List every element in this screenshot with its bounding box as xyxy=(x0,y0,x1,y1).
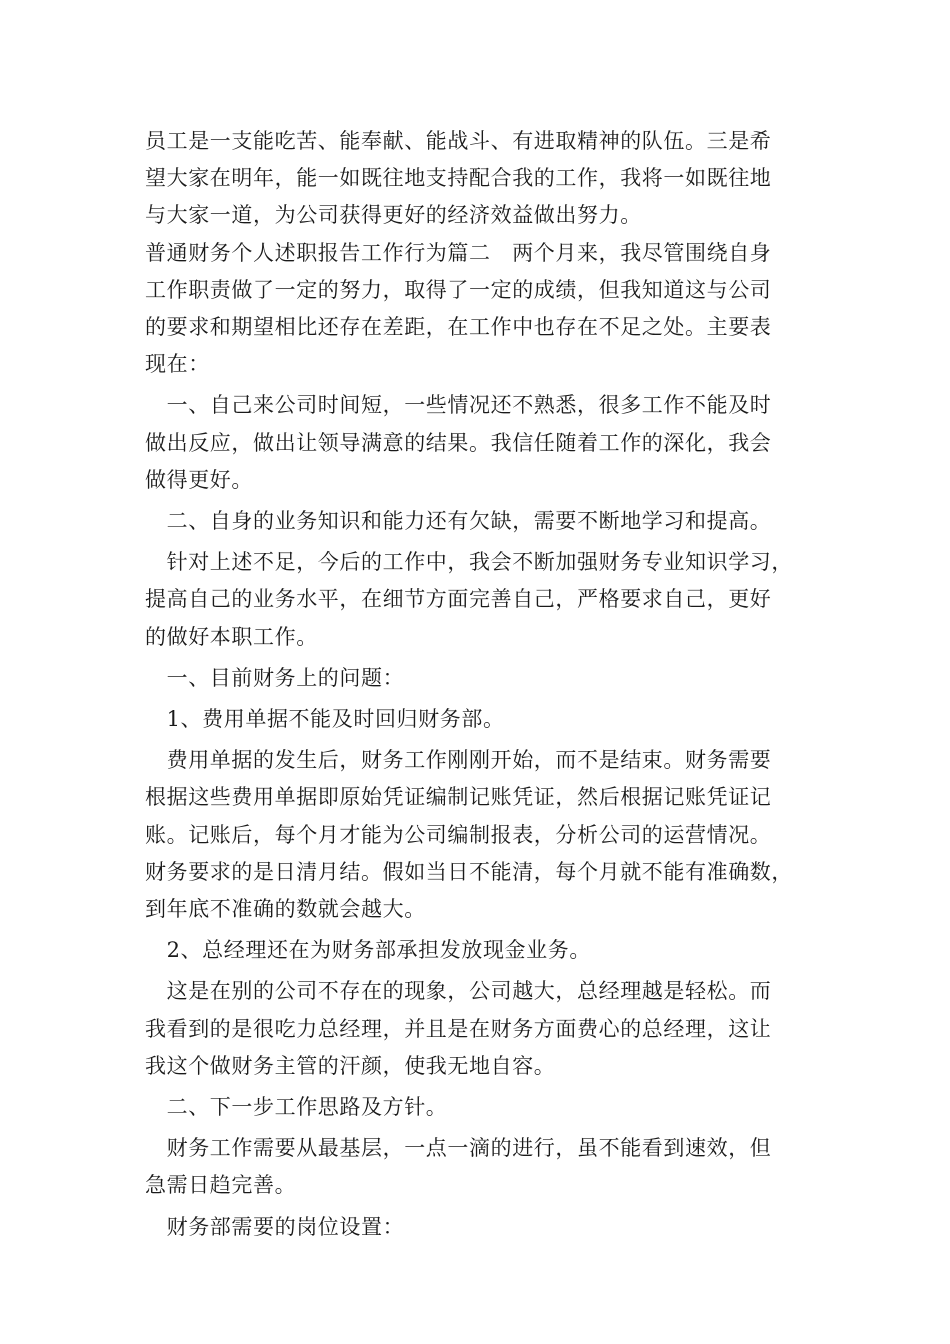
text-line: 急需日趋完善。 xyxy=(145,1173,297,1198)
text-line: 财务要求的是日清月结。假如当日不能清，每个月就不能有准确数， xyxy=(145,859,793,884)
text-line: 根据这些费用单据即原始凭证编制记账凭证，然后根据记账凭证记 xyxy=(145,785,772,810)
text-line: 一、目前财务上的问题： xyxy=(145,665,405,690)
text-line: 到年底不准确的数就会越大。 xyxy=(145,897,426,922)
text-line: 费用单据的发生后，财务工作刚刚开始，而不是结束。财务需要 xyxy=(145,748,772,773)
text-line: 的要求和期望相比还存在差距，在工作中也存在不足之处。主要表 xyxy=(145,315,772,340)
text-line: 提高自己的业务水平，在细节方面完善自己，严格要求自己，更好 xyxy=(145,587,772,612)
text-line: 财务工作需要从最基层，一点一滴的进行，虽不能看到速效，但 xyxy=(145,1136,772,1161)
text-line: 账。记账后，每个月才能为公司编制报表，分析公司的运营情况。 xyxy=(145,822,772,847)
text-line: 做出反应，做出让领导满意的结果。我信任随着工作的深化，我会 xyxy=(145,430,772,455)
text-line: 二、自身的业务知识和能力还有欠缺，需要不断地学习和提高。 xyxy=(145,509,772,534)
text-line: 与大家一道，为公司获得更好的经济效益做出努力。 xyxy=(145,203,642,228)
text-line: 我看到的是很吃力总经理，并且是在财务方面费心的总经理，这让 xyxy=(145,1016,772,1041)
text-line: 1、费用单据不能及时回归财务部。 xyxy=(145,707,505,732)
text-line: 这是在别的公司不存在的现象，公司越大，总经理越是轻松。而 xyxy=(145,979,772,1004)
text-line: 做得更好。 xyxy=(145,467,253,492)
text-line: 财务部需要的岗位设置： xyxy=(145,1214,405,1239)
text-line: 普通财务个人述职报告工作行为篇二 两个月来，我尽管围绕自身 xyxy=(145,240,772,265)
text-line: 工作职责做了一定的努力，取得了一定的成绩，但我知道这与公司 xyxy=(145,277,772,302)
text-line: 的做好本职工作。 xyxy=(145,624,318,649)
text-line: 员工是一支能吃苦、能奉献、能战斗、有进取精神的队伍。三是希 xyxy=(145,129,772,153)
text-line: 一、自己来公司时间短，一些情况还不熟悉，很多工作不能及时 xyxy=(145,393,772,418)
text-line: 2、总经理还在为财务部承担发放现金业务。 xyxy=(145,938,591,963)
text-line: 现在： xyxy=(145,352,210,377)
body-text xyxy=(145,123,825,1246)
text-line: 望大家在明年，能一如既往地支持配合我的工作，我将一如既往地 xyxy=(145,166,772,191)
text-line: 针对上述不足，今后的工作中，我会不断加强财务专业知识学习， xyxy=(145,550,793,575)
text-line: 我这个做财务主管的汗颜，使我无地自容。 xyxy=(145,1053,556,1078)
text-line: 二、下一步工作思路及方针。 xyxy=(145,1095,448,1120)
